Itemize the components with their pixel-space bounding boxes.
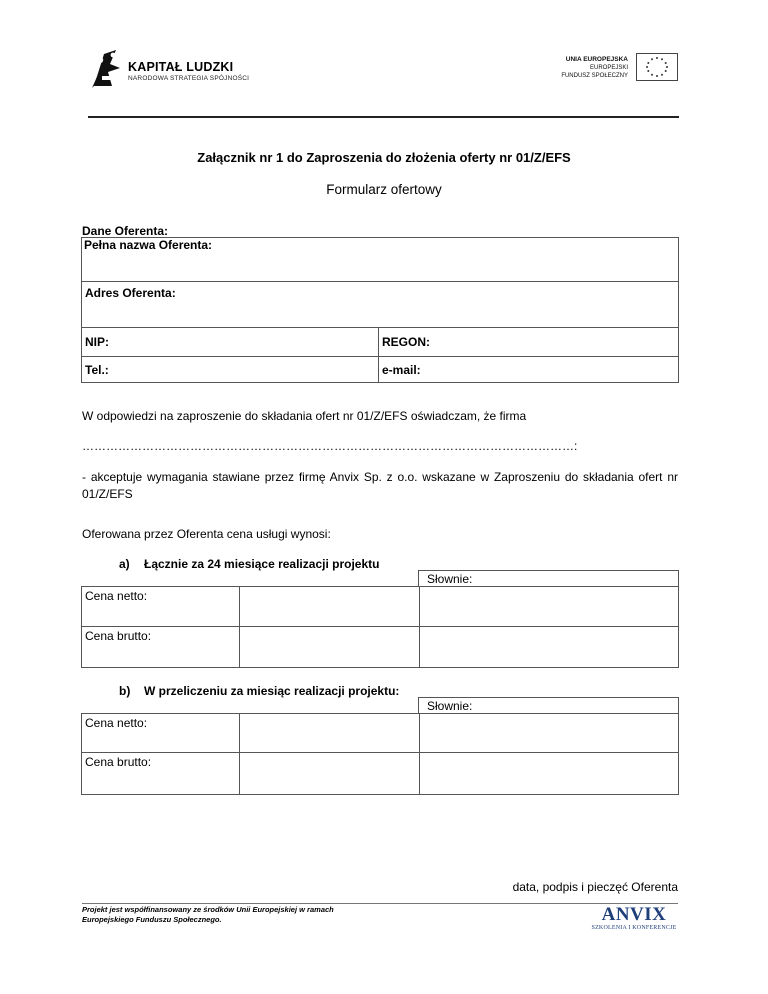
- acceptance-statement: - akceptuje wymagania stawiane przez firmę Anvix Sp. z o.o. wskazane w Zaproszeniu do składania ofert nr 01/Z/EFS: [82, 470, 678, 501]
- regon-label: REGON:: [382, 335, 430, 349]
- footer-cofinancing-text: [82, 905, 422, 925]
- price-a-net-words-cell[interactable]: [420, 587, 678, 626]
- price-b-table: [81, 697, 679, 795]
- price-a-gross-label: Cena brutto:: [85, 629, 152, 643]
- price-intro: Oferowana przez Oferenta cena usługi wynosi:: [82, 527, 331, 541]
- price-a-net-label: Cena netto:: [85, 589, 148, 603]
- signature-caption: data, podpis i pieczęć Oferenta: [512, 880, 678, 894]
- price-b-gross-words-cell[interactable]: [420, 753, 678, 794]
- eu-label-line2: EUROPEJSKI: [589, 65, 628, 71]
- offeror-data-table: [81, 237, 679, 383]
- anvix-logo-subtitle: SZKOLENIA I KONFERENCJE: [591, 925, 677, 931]
- address-cell[interactable]: [82, 281, 678, 328]
- anvix-logo-name: ANVIX: [601, 904, 667, 925]
- price-a-marker: a): [119, 557, 130, 571]
- kapital-ludzki-subtitle: NARODOWA STRATEGIA SPÓJNOŚCI: [128, 75, 250, 82]
- statement-line: W odpowiedzi na zaproszenie do składania ofert nr 01/Z/EFS oświadczam, że firma: [82, 409, 527, 423]
- footer-divider: [82, 903, 678, 904]
- price-b-gross-value-cell[interactable]: [240, 753, 419, 794]
- email-cell[interactable]: [379, 356, 678, 382]
- full-name-cell[interactable]: [82, 238, 678, 282]
- price-b-marker: b): [119, 684, 131, 698]
- anvix-logo: [588, 905, 680, 931]
- price-b-net-words-cell[interactable]: [420, 714, 678, 752]
- price-b-words-label: Słownie:: [427, 699, 473, 713]
- price-a-table: [81, 570, 679, 668]
- price-a-words-header: [418, 570, 679, 587]
- document-subtitle: Formularz ofertowy: [326, 182, 442, 197]
- email-label: e-mail:: [382, 363, 421, 377]
- footer-line1: Projekt jest współfinansowany ze środków Unii Europejskiej w ramach: [82, 905, 334, 914]
- tel-label: Tel.:: [85, 363, 109, 377]
- nip-cell[interactable]: [82, 327, 379, 357]
- eu-label: [540, 56, 628, 80]
- header-divider: [88, 116, 679, 118]
- price-a-words-label: Słownie:: [427, 572, 473, 586]
- company-fill-line: ……………………………………………………………………………………………………………:: [82, 439, 578, 453]
- price-a-gross-value-cell[interactable]: [240, 627, 419, 667]
- offeror-section-label: Dane Oferenta:: [82, 224, 169, 238]
- footer-line2: Europejskiego Funduszu Społecznego.: [82, 915, 222, 924]
- kapital-ludzki-graphic: [88, 46, 124, 90]
- price-b-net-label: Cena netto:: [85, 716, 148, 730]
- eu-label-line3: FUNDUSZ SPOŁECZNY: [561, 73, 628, 79]
- eu-flag-icon: [636, 53, 678, 81]
- address-label: Adres Oferenta:: [85, 286, 176, 300]
- price-a-gross-words-cell[interactable]: [420, 627, 678, 667]
- price-b-heading: W przeliczeniu za miesiąc realizacji projektu:: [144, 684, 400, 698]
- kapital-ludzki-logo-icon: [88, 46, 124, 90]
- price-b-words-header: [418, 697, 679, 714]
- kapital-ludzki-title: KAPITAŁ LUDZKI: [128, 60, 234, 74]
- eu-stars-graphic: [637, 54, 677, 80]
- eu-label-line1: UNIA EUROPEJSKA: [565, 56, 628, 63]
- price-a-heading: Łącznie za 24 miesiące realizacji projektu: [144, 557, 380, 571]
- nip-label: NIP:: [85, 335, 109, 349]
- price-b-gross-label: Cena brutto:: [85, 755, 152, 769]
- document-title: Załącznik nr 1 do Zaproszenia do złożenia oferty nr 01/Z/EFS: [197, 150, 571, 165]
- price-b-grid: [81, 713, 679, 795]
- price-a-net-value-cell[interactable]: [240, 587, 419, 626]
- full-name-label: Pełna nazwa Oferenta:: [84, 238, 213, 252]
- price-a-grid: [81, 586, 679, 668]
- regon-cell[interactable]: [379, 327, 678, 357]
- price-b-net-value-cell[interactable]: [240, 714, 419, 752]
- tel-cell[interactable]: [82, 356, 379, 382]
